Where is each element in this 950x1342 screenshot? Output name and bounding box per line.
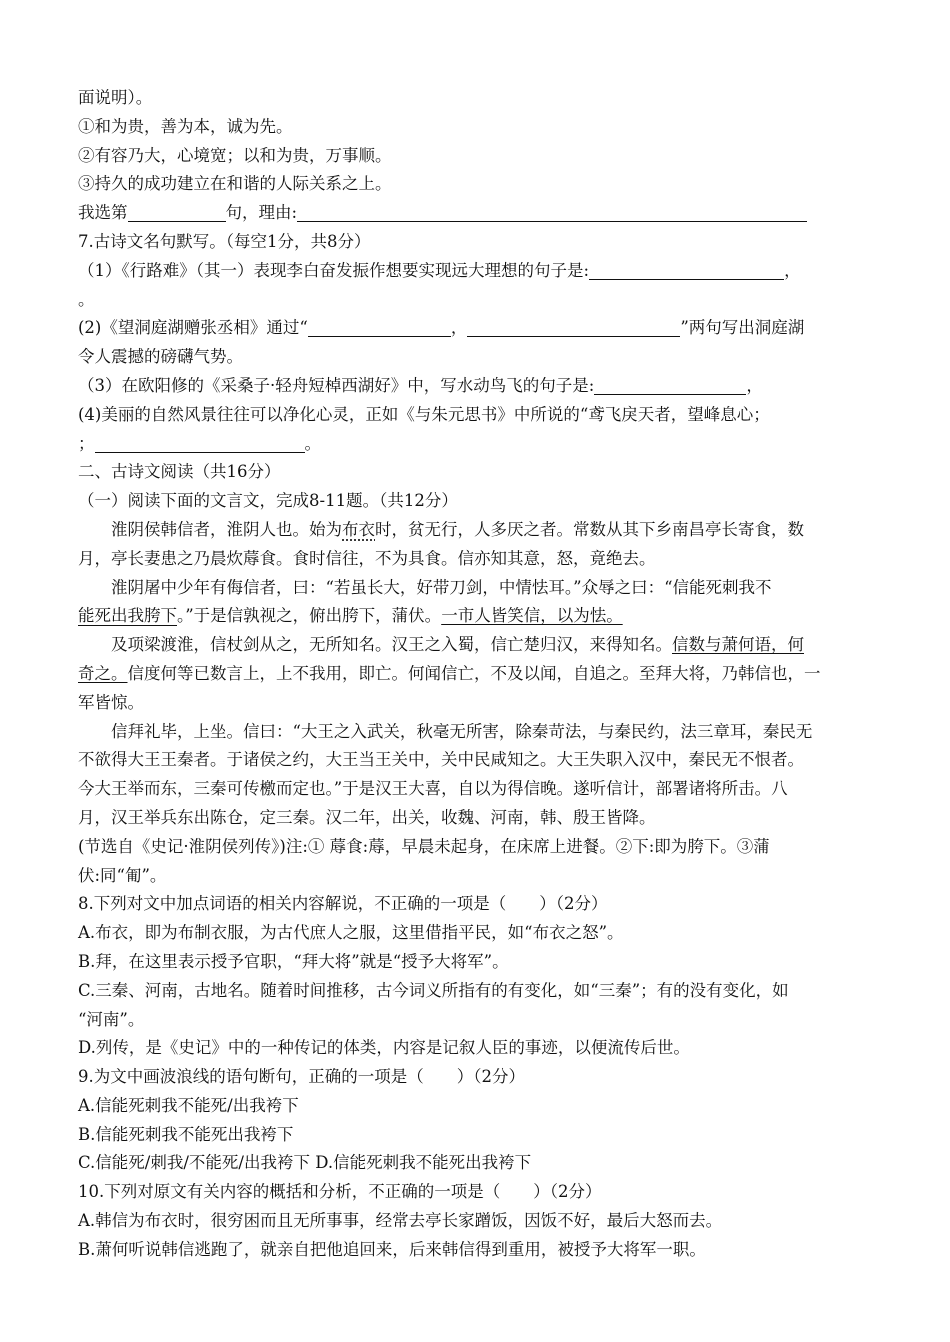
question-line: （1）《行路难》（其一）表现李白奋发振作想要实现远大理想的句子是: ， — [78, 260, 801, 280]
underlined-sentence: 信数与萧何语，何 — [672, 635, 804, 655]
option-line: A.韩信为布衣时，很穷困而且无所事事，经常去亭长家蹭饭，因饭不好，最后大怒而去。 — [78, 1211, 723, 1231]
question-heading: 9.为文中画波浪线的语句断句，正确的一项是（ ）（2分） — [78, 1067, 525, 1087]
choice-blank[interactable] — [128, 201, 226, 222]
source-note: (节选自《史记·淮阴侯列传》)注:① 蓐食:蓐，早晨未起身，在床席上进餐。②下:即为胯下。③蒲 — [78, 836, 770, 856]
answer-blank[interactable] — [308, 316, 451, 337]
option-line: B.拜，在这里表示授予官职，“拜大将”就是“授予大将军”。 — [78, 951, 509, 971]
section-heading: 二、古诗文阅读（共16分） — [78, 462, 281, 482]
question-line: (4)美丽的自然风景往往可以净化心灵，正如《与朱元思书》中所说的“鸢飞戾天者，望峰息心； — [78, 404, 770, 424]
option-line: C.信能死/刺我/不能死/出我袴下 D.信能死刺我不能死出我袴下 — [78, 1153, 532, 1173]
source-note: 伏:同“匍”。 — [78, 865, 167, 885]
passage-line: 能死出我胯下。”于是信孰视之，俯出胯下，蒲伏。一市人皆笑信，以为怯。 — [78, 606, 623, 626]
passage-line: 淮阴侯韩信者，淮阴人也。始为布衣时，贫无行，人多厌之者。常数从其下乡南昌亭长寄食，数 — [111, 519, 804, 539]
question-heading: 7.古诗文名句默写。（每空1分，共8分） — [78, 231, 371, 251]
option-line: A.信能死刺我不能死/出我袴下 — [78, 1095, 299, 1115]
answer-blank[interactable] — [589, 259, 784, 280]
text-line: 面说明）。 — [78, 88, 153, 107]
passage-line: 不欲得大王王秦者。于诸侯之约，大王当王关中，关中民咸知之。大王失职入汉中，秦民无不恨者。 — [78, 750, 804, 770]
passage-line: 奇之。信度何等已数言上，上不我用，即亡。何闻信亡，不及以闻，自追之。至拜大将，乃韩信也，一 — [78, 663, 821, 683]
dotted-word: 布衣 — [342, 519, 375, 539]
text-line: 。 — [78, 289, 95, 309]
passage-line: 及项梁渡淮，信杖剑从之，无所知名。汉王之入蜀，信亡楚归汉，来得知名。信数与萧何语，何 — [111, 635, 804, 655]
question-heading: 10.下列对原文有关内容的概括和分析，不正确的一项是（ ）（2分） — [78, 1182, 602, 1202]
passage-line: 信拜礼毕，上坐。信曰：“大王之入武关，秋毫无所害，除秦苛法，与秦民约，法三章耳，秦民无 — [111, 721, 813, 741]
question-line: （3）在欧阳修的《采桑子·轻舟短棹西湖好》中，写水动鸟飞的句子是: ， — [78, 375, 763, 395]
option-line: ②有容乃大，心境宽；以和为贵，万事顺。 — [78, 145, 392, 165]
option-line: “河南”。 — [78, 1009, 145, 1029]
option-line: A.布衣，即为布制衣服，为古代庶人之服，这里借指平民，如“布衣之怒”。 — [78, 923, 624, 943]
option-line: B.信能死刺我不能死出我袴下 — [78, 1124, 294, 1144]
question-heading: 8.下列对文中加点词语的相关内容解说，不正确的一项是（ ）（2分） — [78, 894, 608, 914]
option-line: ③持久的成功建立在和谐的人际关系之上。 — [78, 174, 392, 194]
answer-blank[interactable] — [467, 316, 680, 337]
question-line: (2)《望洞庭湖赠张丞相》通过“ ， ”两句写出洞庭湖 — [78, 318, 805, 338]
answer-line: ； 。 — [78, 433, 321, 453]
passage-line: 月，亭长妻患之乃晨炊蓐食。食时信往，不为具食。信亦知其意，怒，竟绝去。 — [78, 548, 656, 568]
passage-line: 军皆惊。 — [78, 692, 144, 712]
answer-blank[interactable] — [95, 432, 305, 453]
option-line: C.三秦、河南，古地名。随着时间推移，古今词义所指有的有变化，如“三秦”；有的没有变化，如 — [78, 980, 789, 1000]
answer-blank[interactable] — [594, 374, 746, 395]
option-line: ①和为贵，善为本，诚为先。 — [78, 116, 293, 136]
option-line: B.萧何听说韩信逃跑了，就亲自把他追回来，后来韩信得到重用，被授予大将军一职。 — [78, 1239, 706, 1259]
passage-line: 今大王举而东，三秦可传檄而定也。”于是汉王大喜，自以为得信晚。遂听信计，部署诸将所击。八 — [78, 779, 788, 799]
underlined-sentence: 一市人皆笑信，以为怯。 — [441, 606, 623, 626]
section-subheading: （一）阅读下面的文言文，完成8-11题。（共12分） — [78, 491, 458, 511]
option-line: D.列传，是《史记》中的一种传记的体类，内容是记叙人臣的事迹，以便流传后世。 — [78, 1038, 690, 1058]
reason-blank[interactable] — [297, 201, 807, 222]
wavy-underlined-sentence: 能死出我胯下 — [78, 606, 177, 626]
answer-line: 我选第 句，理由: — [78, 199, 878, 228]
underlined-sentence: 奇之。 — [78, 663, 128, 683]
document-page — [78, 84, 878, 1265]
passage-line: 月，汉王举兵东出陈仓，定三秦。汉二年，出关，收魏、河南，韩、殷王皆降。 — [78, 807, 656, 827]
text-line: 令人震撼的磅礴气势。 — [78, 347, 243, 367]
passage-line: 淮阴屠中少年有侮信者，曰：“若虽长大，好带刀剑，中情怯耳。”众辱之曰：“信能死刺我不 — [111, 577, 772, 597]
